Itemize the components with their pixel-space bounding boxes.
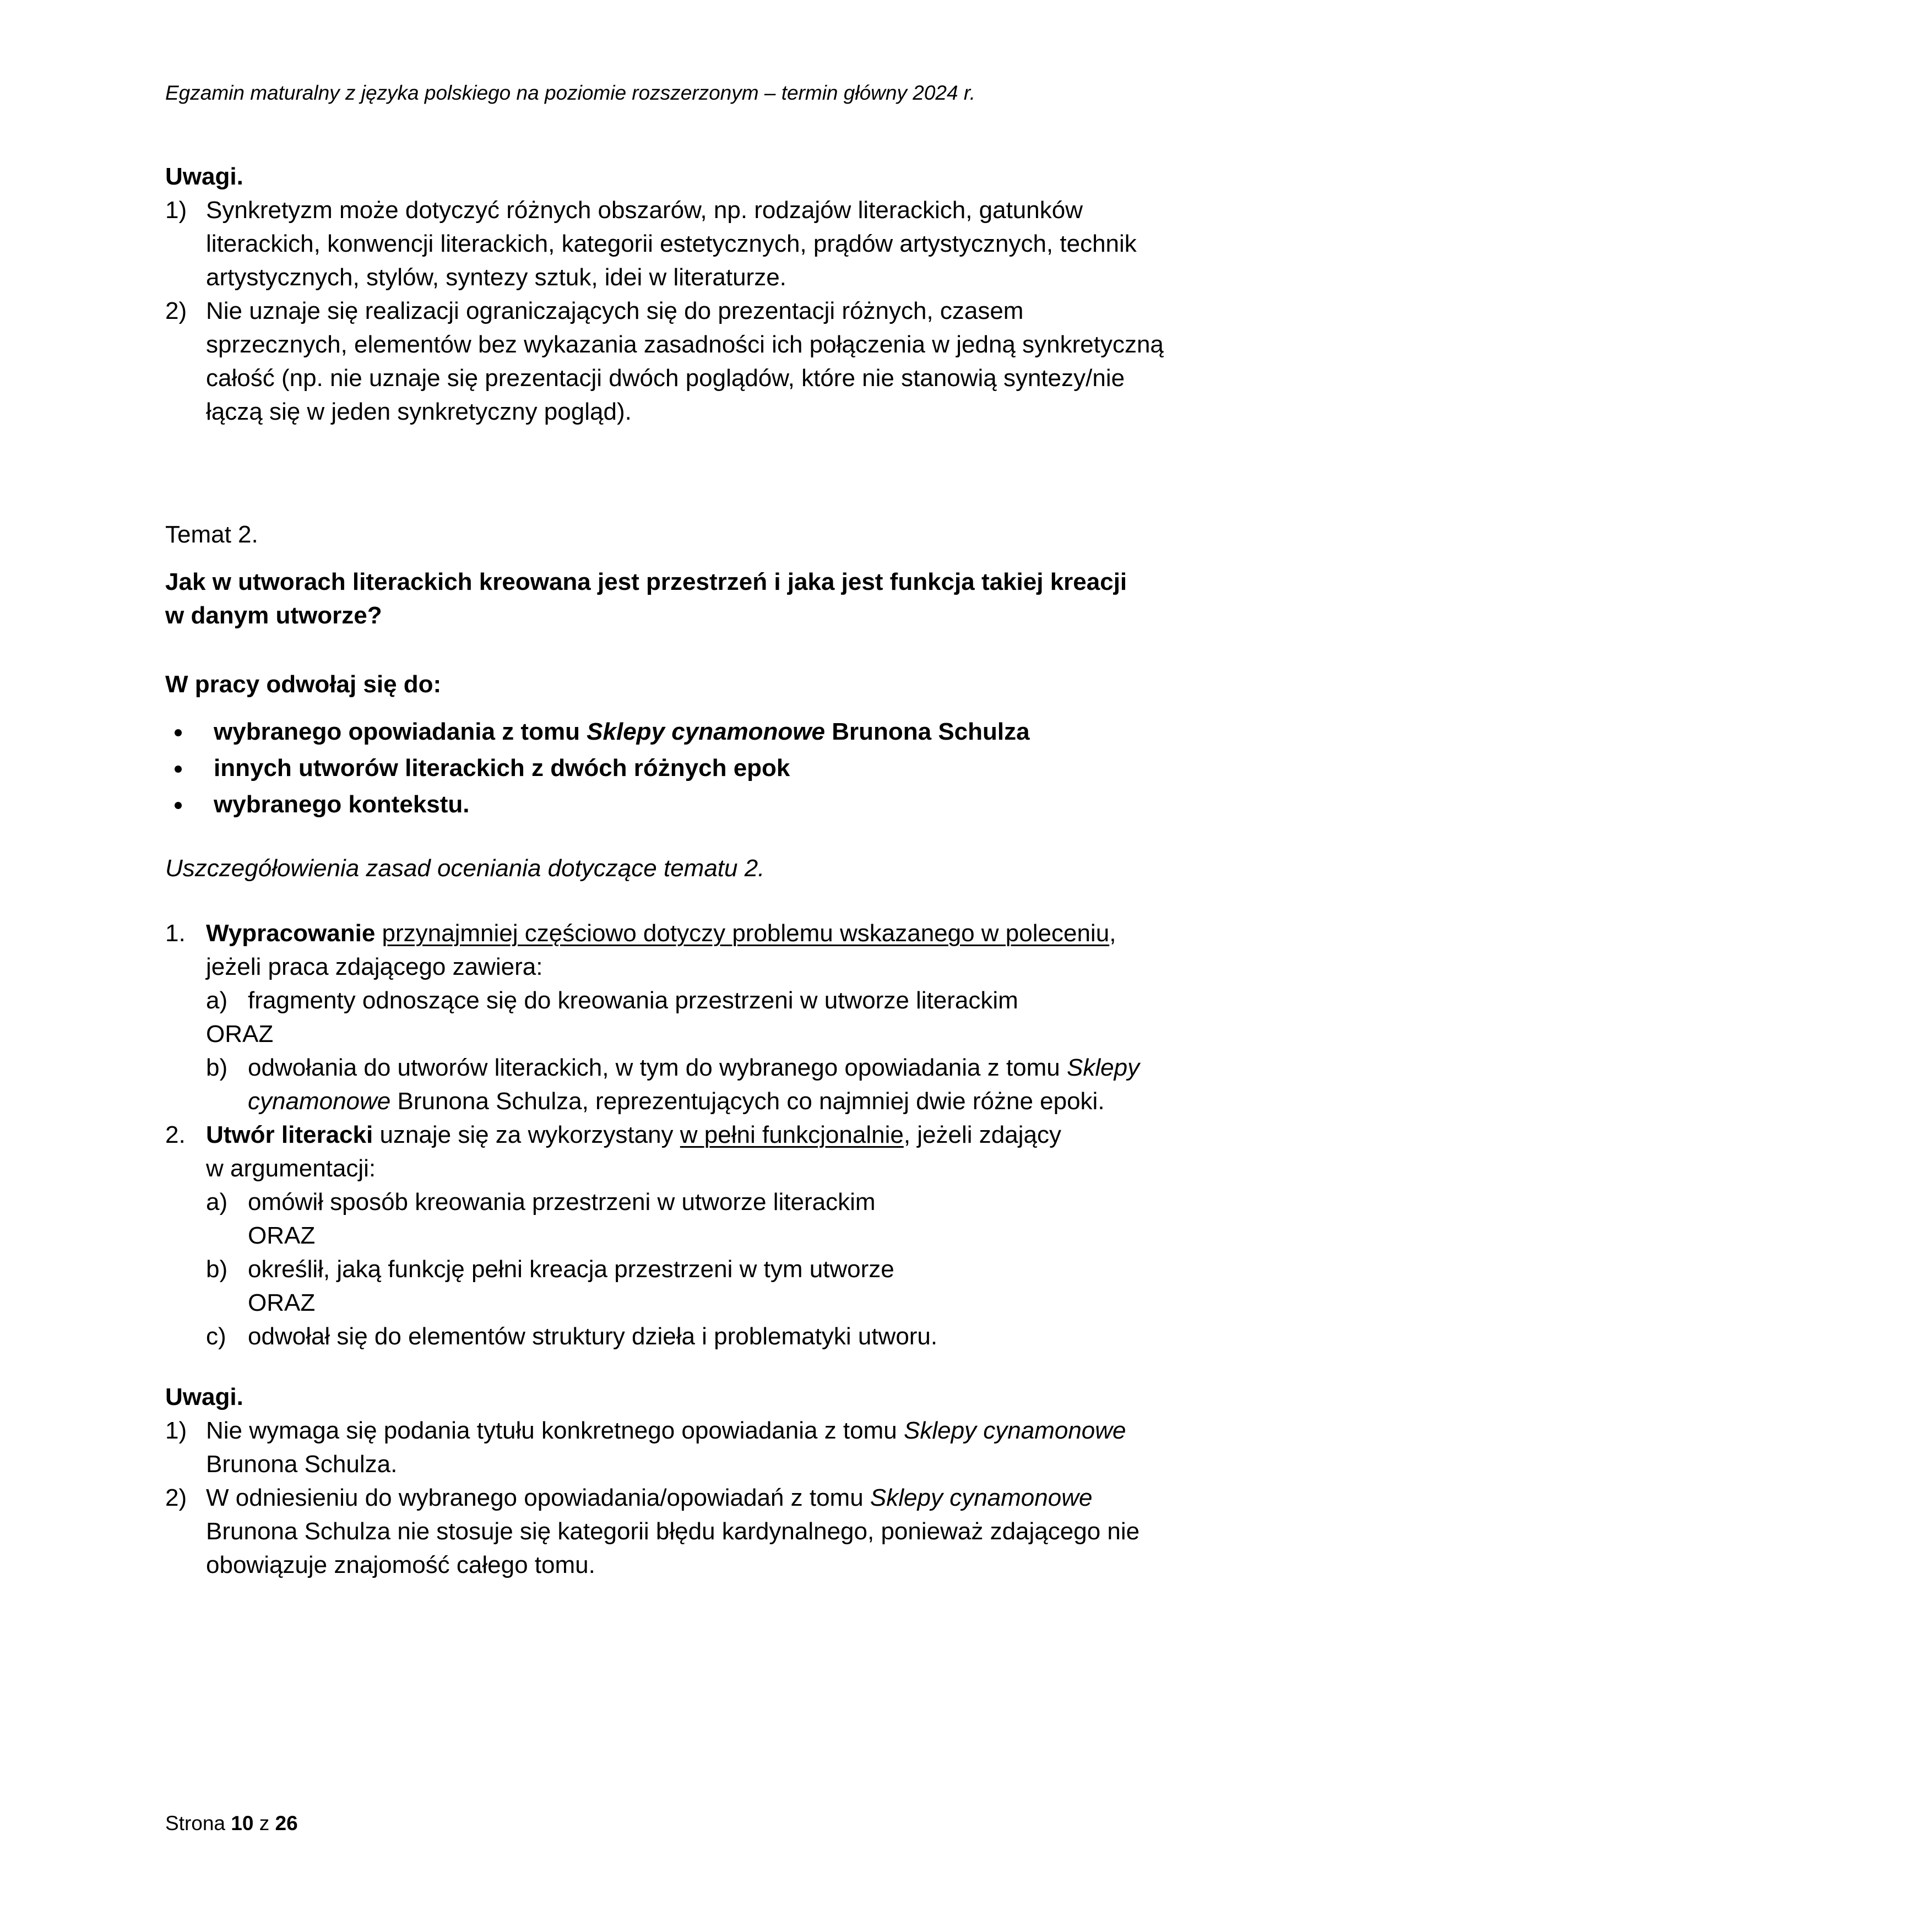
refer-heading: W pracy odwołaj się do: xyxy=(165,671,442,698)
note-line: obowiązuje znajomość całego tomu. xyxy=(206,1551,595,1578)
note-line: całość (np. nie uznaje się prezentacji dwóch poglądów, które nie stanowią syntezy/nie xyxy=(206,365,1125,392)
note-line: Synkretyzm może dotyczyć różnych obszarów, np. rodzajów literackich, gatunków xyxy=(206,197,1083,224)
sub-text: omówił sposób kreowania przestrzeni w utworze literackim xyxy=(248,1188,876,1215)
criterion-2-c xyxy=(165,1320,1267,1353)
requirement-item xyxy=(165,714,1267,750)
criteria-heading: Uszczegółowienia zasad oceniania dotyczące tematu 2. xyxy=(165,855,765,882)
note-item-1 xyxy=(165,1414,1267,1481)
book-title: Sklepy cynamonowe xyxy=(903,1417,1126,1444)
note-item-1 xyxy=(165,193,1267,294)
criterion-2-b xyxy=(165,1252,1267,1286)
note-line: sprzecznych, elementów bez wykazania zasadności ich połączenia w jedną synkretyczną xyxy=(206,331,1164,358)
note-line: Nie uznaje się realizacji ograniczających się do prezentacji różnych, czasem xyxy=(206,297,1024,324)
bullet-icon xyxy=(175,802,182,809)
sub-number: c) xyxy=(206,1323,226,1350)
notes-heading: Uwagi. xyxy=(165,163,243,190)
page-footer xyxy=(165,1812,298,1835)
criterion-underlined: w pełni funkcjonalnie xyxy=(680,1121,904,1148)
note-line: W odniesieniu do wybranego opowiadania/opowiadań z tomu xyxy=(206,1484,870,1511)
requirement-text: innych utworów literackich z dwóch różnych epok xyxy=(214,755,790,782)
criterion-number: 1. xyxy=(165,920,186,947)
criterion-text: , jeżeli zdający xyxy=(903,1121,1061,1148)
notes-heading: Uwagi. xyxy=(165,1383,243,1410)
notes-section-1 xyxy=(165,160,1267,428)
bullet-icon xyxy=(175,766,182,773)
note-line: łączą się w jeden synkretyczny pogląd). xyxy=(206,398,632,425)
note-number: 1) xyxy=(165,1417,187,1444)
oraz-label: ORAZ xyxy=(248,1222,316,1249)
sub-text: Brunona Schulza, reprezentujących co najmniej dwie różne epoki. xyxy=(390,1088,1105,1115)
sub-text: fragmenty odnoszące się do kreowania przestrzeni w utworze literackim xyxy=(248,987,1018,1014)
book-title: Sklepy cynamonowe xyxy=(587,718,825,745)
note-number: 2) xyxy=(165,297,187,324)
note-number: 2) xyxy=(165,1484,187,1511)
page-separator: z xyxy=(253,1812,275,1835)
note-number: 1) xyxy=(165,197,187,224)
page-prefix: Strona xyxy=(165,1812,231,1835)
sub-number: b) xyxy=(206,1054,228,1081)
criterion-underlined: przynajmniej częściowo dotyczy problemu wskazanego w poleceniu xyxy=(382,920,1110,947)
note-line: Brunona Schulza nie stosuje się kategorii błędu kardynalnego, ponieważ zdającego nie xyxy=(206,1518,1140,1545)
criterion-2-a xyxy=(165,1185,1267,1219)
running-header: Egzamin maturalny z języka polskiego na poziomie rozszerzonym – termin główny 2024 r. xyxy=(165,82,976,104)
oraz-label: ORAZ xyxy=(248,1289,316,1316)
criterion-term: Wypracowanie xyxy=(206,920,376,947)
note-line: artystycznych, stylów, syntezy sztuk, idei w literaturze. xyxy=(206,264,786,291)
sub-text: odwołania do utworów literackich, w tym do wybranego opowiadania z tomu xyxy=(248,1054,1067,1081)
note-line: Brunona Schulza. xyxy=(206,1451,398,1478)
page-number: 10 xyxy=(231,1812,254,1835)
topic-question-line: w danym utworze? xyxy=(165,602,382,629)
criterion-2 xyxy=(165,1118,1267,1185)
book-title: Sklepy cynamonowe xyxy=(870,1484,1093,1511)
criterion-text: w argumentacji: xyxy=(206,1155,376,1182)
notes-section-2 xyxy=(165,1380,1267,1582)
bullet-icon xyxy=(175,729,182,736)
criterion-1-b xyxy=(165,1051,1267,1118)
sub-number: b) xyxy=(206,1256,228,1283)
oraz-label: ORAZ xyxy=(206,1021,274,1048)
topic-question xyxy=(165,565,1267,632)
criterion-text: jeżeli praca zdającego zawiera: xyxy=(206,953,543,980)
criterion-number: 2. xyxy=(165,1121,186,1148)
sub-number: a) xyxy=(206,987,228,1014)
sub-text: odwołał się do elementów struktury dzieła i problematyki utworu. xyxy=(248,1323,938,1350)
requirement-item xyxy=(165,786,1267,823)
note-line: literackich, konwencji literackich, kategorii estetycznych, prądów artystycznych, technik xyxy=(206,230,1137,257)
criteria-list xyxy=(165,916,1267,1353)
requirement-item xyxy=(165,750,1267,786)
criterion-text: , xyxy=(1109,920,1116,947)
note-item-2 xyxy=(165,1481,1267,1582)
page-total: 26 xyxy=(275,1812,298,1835)
requirement-text: wybranego kontekstu. xyxy=(214,791,470,818)
sub-text: określił, jaką funkcję pełni kreacja przestrzeni w tym utworze xyxy=(248,1256,894,1283)
topic-label: Temat 2. xyxy=(165,521,258,548)
requirements-list xyxy=(165,714,1267,823)
requirement-text: wybranego opowiadania z tomu xyxy=(214,718,587,745)
criterion-term: Utwór literacki xyxy=(206,1121,373,1148)
note-item-2 xyxy=(165,294,1267,428)
requirement-text: Brunona Schulza xyxy=(825,718,1030,745)
book-title: cynamonowe xyxy=(248,1088,391,1115)
book-title: Sklepy xyxy=(1067,1054,1140,1081)
topic-question-line: Jak w utworach literackich kreowana jest przestrzeń i jaka jest funkcja takiej kreacji xyxy=(165,568,1127,595)
sub-number: a) xyxy=(206,1188,228,1215)
criterion-1 xyxy=(165,916,1267,984)
note-line: Nie wymaga się podania tytułu konkretnego opowiadania z tomu xyxy=(206,1417,904,1444)
criterion-1-a xyxy=(165,984,1267,1017)
criterion-text: uznaje się za wykorzystany xyxy=(373,1121,680,1148)
